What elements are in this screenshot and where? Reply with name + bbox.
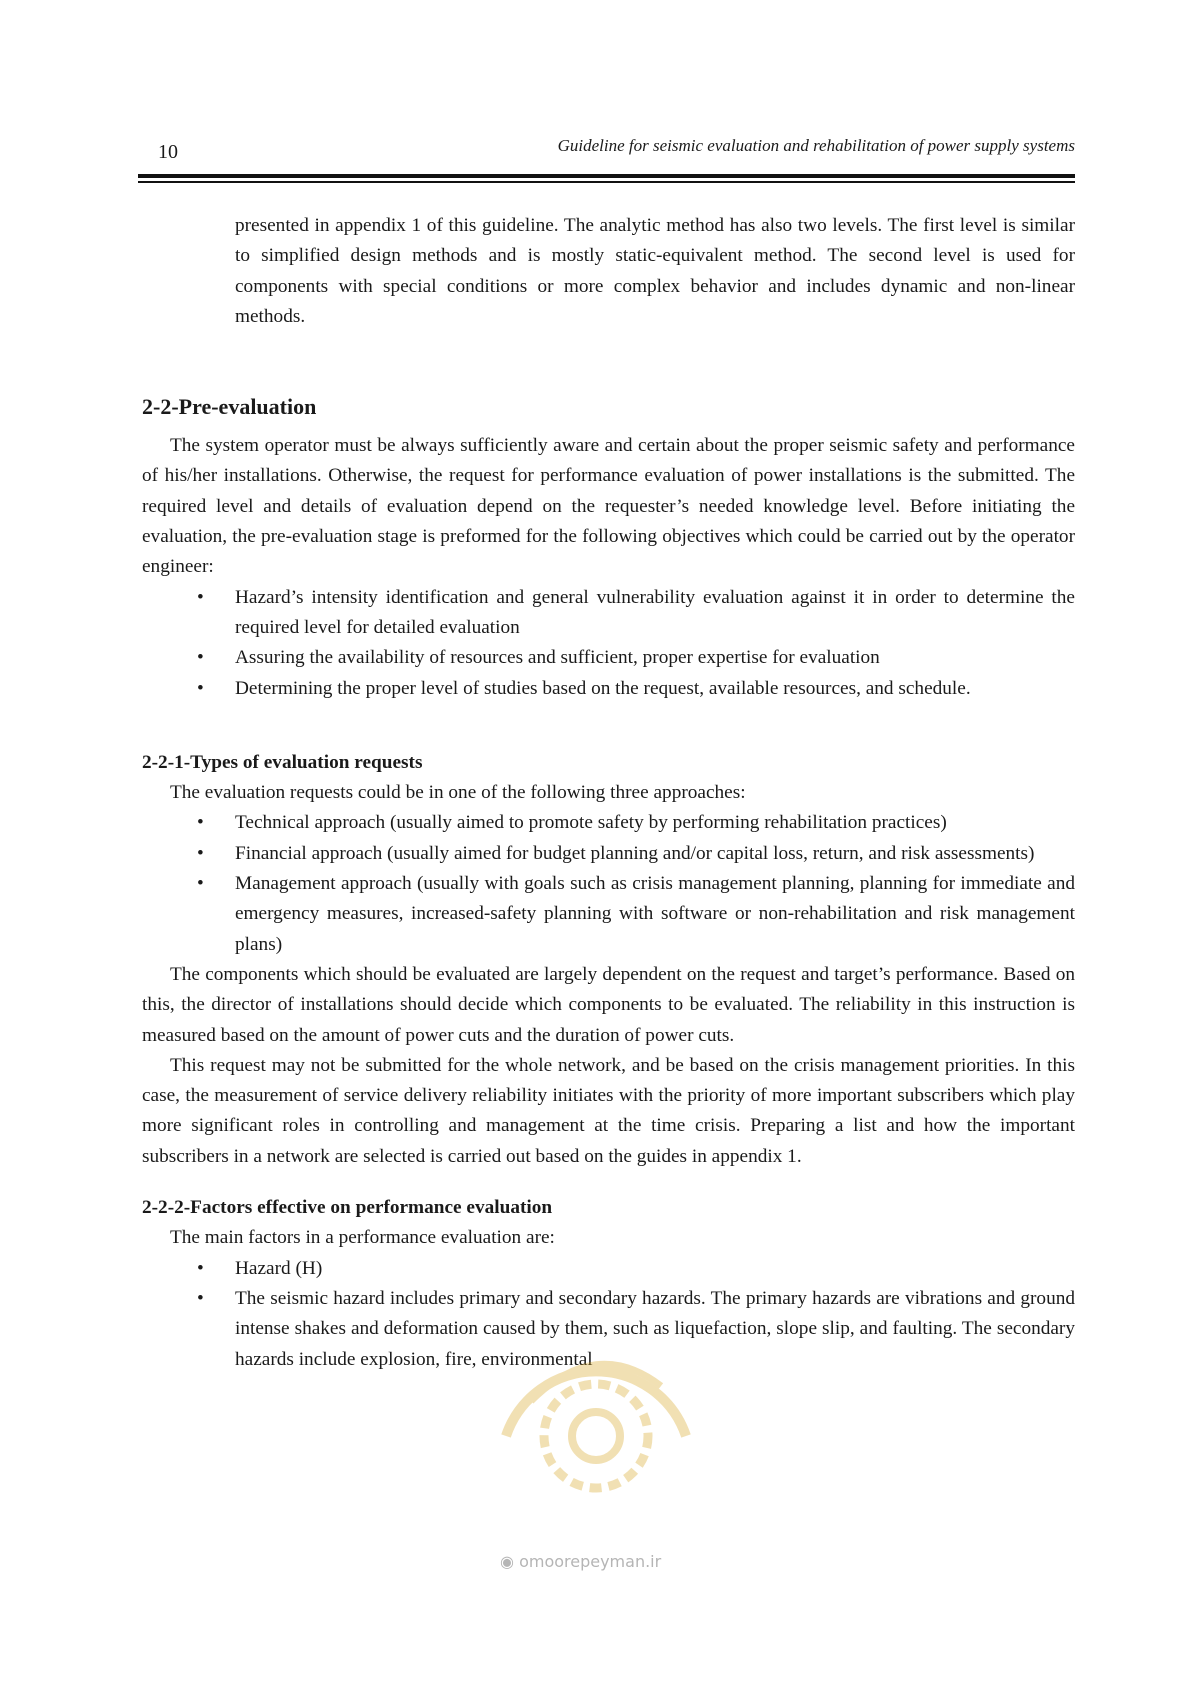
bullet-item: • Hazard (H) bbox=[235, 1254, 1075, 1284]
bullet-item: • Financial approach (usually aimed for budget planning and/or capital loss, return, and risk assessments) bbox=[235, 839, 1075, 869]
watermark-gear-outer bbox=[544, 1384, 648, 1488]
bullet-item: • Assuring the availability of resources and sufficient, proper expertise for evaluation bbox=[235, 643, 1075, 673]
globe-icon: ◉ bbox=[500, 1552, 514, 1571]
watermark-gear-inner bbox=[572, 1412, 620, 1460]
header-rule-thick bbox=[138, 174, 1075, 178]
bullet-item: • The seismic hazard includes primary and secondary hazards. The primary hazards are vibrations and ground intense shakes and deformation caused by them, such as liquefaction, slope slip, and faulting. The secondary hazards include explosion, fire, environmental bbox=[235, 1284, 1075, 1375]
page-body bbox=[142, 211, 1075, 1375]
request-priorities-paragraph: This request may not be submitted for the whole network, and be based on the crisis management priorities. In this case, the measurement of service delivery reliability initiates with the priority of more important subscribers which play more significant roles in controlling and management at the time crisis. Preparing a list and how the important subscribers in a network are selected is carried out based on the guides in appendix 1. bbox=[142, 1054, 1075, 1167]
section-heading-pre-evaluation: 2-2-Pre-evaluation bbox=[142, 394, 317, 420]
intro-paragraph: presented in appendix 1 of this guideline. The analytic method has also two levels. The first level is similar to simplified design methods and is mostly static-equivalent method. The second level is used for components with special conditions or more complex behavior and includes dynamic and non-linear methods. bbox=[235, 215, 1075, 327]
performance-factors-lead: The main factors in a performance evaluation are: bbox=[170, 1227, 555, 1249]
watermark-site-text bbox=[500, 1552, 661, 1571]
spacer bbox=[142, 1172, 1075, 1193]
bullet-item: • Determining the proper level of studies based on the request, available resources, and schedule. bbox=[235, 674, 1075, 704]
subsection-heading-request-types: 2-2-1-Types of evaluation requests bbox=[142, 751, 423, 773]
bullet-item: • Technical approach (usually aimed to promote safety by performing rehabilitation practices) bbox=[235, 808, 1075, 838]
bullet-item: • Management approach (usually with goals such as crisis management planning, planning for immediate and emergency measures, increased-safety planning with software or non-rehabilitation and risk management plans) bbox=[235, 869, 1075, 960]
watermark-logo-icon bbox=[486, 1316, 706, 1506]
page-number: 10 bbox=[158, 141, 178, 163]
running-header-title: Guideline for seismic evaluation and rehabilitation of power supply systems bbox=[557, 136, 1075, 155]
header-rule-thin bbox=[138, 181, 1075, 183]
components-paragraph: The components which should be evaluated are largely dependent on the request and target’s performance. Based on this, the director of installations should decide which components to be evaluated. The reliability in this instruction is measured based on the amount of power cuts and the duration of power cuts. bbox=[142, 963, 1075, 1046]
request-types-lead: The evaluation requests could be in one of the following three approaches: bbox=[170, 782, 746, 804]
request-types-bullet-list bbox=[142, 808, 1075, 959]
watermark-site-label: omoorepeyman.ir bbox=[519, 1552, 662, 1571]
spacer bbox=[142, 704, 1075, 748]
subsection-heading-performance-factors: 2-2-2-Factors effective on performance evaluation bbox=[142, 1197, 553, 1219]
bullet-item: • Hazard’s intensity identification and general vulnerability evaluation against it in order to determine the required level for detailed evaluation bbox=[235, 583, 1075, 644]
pre-evaluation-bullet-list bbox=[142, 583, 1075, 704]
pre-evaluation-paragraph: The system operator must be always sufficiently aware and certain about the proper seismic safety and performance of his/her installations. Otherwise, the request for performance evaluation of power installations is the submitted. The required level and details of evaluation depend on the requester’s needed knowledge level. Before initiating the evaluation, the pre-evaluation stage is preformed for the following objectives which could be carried out by the operator engineer: bbox=[142, 435, 1075, 578]
